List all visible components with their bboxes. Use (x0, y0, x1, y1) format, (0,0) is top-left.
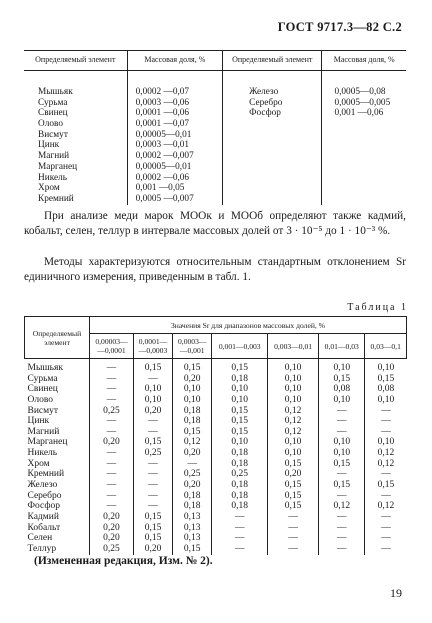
cell-value: Железо (249, 87, 279, 97)
cell-value: Цинк (27, 416, 50, 427)
cell-value: 0,15 (333, 458, 351, 469)
cell-value: 0,15 (377, 373, 395, 384)
cell-value: Никель (27, 448, 58, 459)
cell-value: — (288, 522, 298, 533)
range-header-1: 0,00003— —0,0001 (90, 334, 134, 359)
cell-value: Магний (27, 426, 60, 437)
cell-value: Хром (27, 458, 50, 469)
cell-value: — (106, 490, 117, 501)
cell-value: 0,0002 —0,007 (135, 151, 194, 162)
cell-value: 0,12 (377, 501, 395, 512)
cell-value: 0,20 (103, 437, 120, 448)
values-col-3 (173, 359, 212, 555)
cell-value: — (381, 533, 391, 544)
cell-value: 0,18 (183, 416, 201, 427)
cell-value: Кобальт (27, 522, 61, 533)
cell-value: 0,10 (284, 373, 302, 384)
cell-value: — (337, 469, 347, 480)
values-stack-6 (319, 363, 364, 555)
cell-value: — (337, 533, 347, 544)
range-header-5: 0,003—0,01 (268, 334, 319, 359)
cell-value: — (148, 426, 158, 437)
cell-value: — (148, 469, 158, 480)
col-header-element: Определяемый элемент (25, 317, 90, 359)
range-header-7: 0,03—0,1 (365, 334, 407, 359)
cell-value: Мышьяк (38, 87, 73, 97)
page-header: ГОСТ 9717.3—82 С.2 (277, 20, 402, 34)
values-col-6 (319, 359, 365, 555)
cell-value: 0,13 (183, 533, 201, 544)
cell-value: 0,20 (103, 511, 120, 522)
cell-value: — (381, 543, 391, 554)
values-col-4 (212, 359, 268, 555)
cell-value: 0,001 —0,05 (135, 183, 185, 194)
cell-value: — (381, 416, 391, 427)
values-stack-2 (134, 363, 172, 555)
cell-value: — (148, 416, 158, 427)
cell-value: 0,15 (284, 490, 302, 501)
values-stack-3 (173, 363, 211, 555)
cell-value: — (187, 458, 197, 469)
cell-value: 0,12 (333, 501, 351, 512)
cell-value: — (106, 426, 117, 437)
cell-value: — (337, 416, 347, 427)
cell-value: Сурьма (38, 97, 68, 108)
cell-value: — (106, 469, 117, 480)
cell-value: — (288, 511, 298, 522)
range-header-6: 0,01—0,03 (319, 334, 365, 359)
cell-value: 0,15 (284, 480, 302, 491)
cell-value: Мышьяк (27, 363, 63, 373)
cell-value: 0,25 (231, 469, 249, 480)
cell-value: 0,08 (377, 384, 395, 395)
cell-value: 0,15 (231, 416, 249, 427)
cell-value: 0,10 (284, 437, 302, 448)
cell-value: Свинец (27, 384, 58, 395)
cell-value: — (106, 458, 117, 469)
cell-value: — (106, 394, 117, 405)
cell-value: — (148, 501, 158, 512)
cell-value: — (381, 426, 391, 437)
cell-value: Магний (38, 151, 70, 162)
values-col-2 (133, 359, 172, 555)
cell-value: 0,20 (144, 543, 162, 554)
cell-value: 0,25 (144, 448, 162, 459)
cell-value: 0,0005 —0,007 (135, 193, 194, 204)
cell-value: — (106, 501, 117, 512)
cell-value: Железо (27, 480, 58, 491)
mass-fraction-table (24, 50, 406, 205)
cell-value: 0,0003 —0,06 (135, 97, 190, 108)
cell-value: 0,15 (333, 373, 351, 384)
col-header-element-right: Определяемый элемент (223, 51, 322, 71)
cell-value: Сурьма (27, 373, 58, 384)
cell-value: — (106, 448, 117, 459)
cell-value: Фосфор (249, 108, 281, 119)
cell-value: 0,18 (183, 501, 201, 512)
cell-value: — (148, 480, 158, 491)
cell-value: — (106, 373, 117, 384)
cell-value: 0,15 (144, 511, 162, 522)
cell-value: 0,15 (183, 426, 201, 437)
cell-value: Олово (38, 119, 63, 130)
cell-value: 0,10 (231, 394, 249, 405)
values-stack-7 (365, 363, 406, 555)
cell-value: 0,15 (144, 522, 162, 533)
cell-value: 0,18 (231, 458, 249, 469)
cell-value: 0,18 (231, 501, 249, 512)
cell-value: — (337, 511, 347, 522)
values-stack-5 (268, 363, 318, 555)
cell-value: — (148, 373, 158, 384)
cell-value: — (234, 511, 245, 522)
cell-value: Висмут (27, 405, 59, 416)
cell-value: 0,15 (183, 363, 201, 373)
cell-value: 0,18 (231, 373, 249, 384)
col-header-element-left: Определяемый элемент (24, 51, 127, 71)
cell-value: 0,12 (377, 458, 395, 469)
cell-value: 0,10 (144, 384, 162, 395)
cell-value: 0,10 (377, 437, 395, 448)
cell-value: 0,10 (284, 448, 302, 459)
cell-value: — (381, 490, 391, 501)
range-header-3: 0,0003— —0,001 (173, 334, 212, 359)
range-header-4: 0,001—0,003 (212, 334, 268, 359)
cell-value: 0,10 (284, 363, 302, 373)
cell-value: Висмут (38, 129, 68, 140)
cell-value: 0,00005—0,01 (135, 129, 192, 140)
cell-value: — (106, 363, 117, 373)
right-elements (249, 87, 321, 119)
paragraph-text: Методы характеризуются относительным стандартным отклонением Sr единичного измерения, приведенным в табл. 1. (24, 256, 406, 283)
table-body-row (25, 359, 407, 555)
cell-value: 0,15 (144, 533, 162, 544)
element-names (28, 363, 90, 555)
right-values-cell (322, 71, 406, 205)
cell-value: — (148, 458, 158, 469)
cell-value: 0,20 (144, 405, 162, 416)
cell-value: 0,0005—0,08 (334, 87, 386, 97)
cell-value: 0,08 (333, 384, 351, 395)
cell-value: 0,25 (103, 543, 120, 554)
cell-value: 0,15 (183, 543, 201, 554)
cell-value: 0,20 (284, 469, 302, 480)
cell-value: 0,0005—0,005 (334, 97, 391, 108)
cell-value: 0,18 (231, 448, 249, 459)
cell-value: 0,20 (183, 480, 201, 491)
cell-value: Теллур (27, 543, 57, 554)
paragraph-text: При анализе меди марок МООк и МОOб определяют также кадмий, кобальт, селен, теллур в интервале массовых долей от 3 · 10⁻⁵ до 1 · 10⁻³ %. (24, 210, 406, 237)
cell-value: — (337, 426, 347, 437)
cell-value: — (234, 522, 245, 533)
cell-value: 0,20 (183, 373, 201, 384)
cell-value: 0,18 (183, 405, 201, 416)
cell-value: 0,15 (377, 480, 395, 491)
cell-value: Селен (27, 533, 53, 544)
cell-value: 0,10 (377, 363, 395, 373)
left-elements (38, 87, 127, 205)
cell-value: 0,10 (144, 394, 162, 405)
cell-value: 0,0002 —0,06 (135, 172, 190, 183)
range-header-2: 0,0001— —0,0003 (133, 334, 172, 359)
cell-value: Никель (38, 172, 67, 183)
cell-value: Свинец (38, 108, 68, 119)
cell-value: 0,15 (284, 501, 302, 512)
cell-value: — (381, 522, 391, 533)
cell-value: 0,10 (231, 437, 249, 448)
cell-value: — (106, 480, 117, 491)
cell-value: Олово (27, 394, 54, 405)
cell-value: — (234, 533, 245, 544)
cell-value: 0,0001 —0,07 (135, 119, 190, 130)
col-header-sr-group: Значения Sr для диапазонов массовых долей, % (90, 317, 407, 334)
cell-value: 0,12 (284, 405, 302, 416)
cell-value: — (381, 469, 391, 480)
cell-value: — (106, 384, 117, 395)
cell-value: Кремний (27, 469, 65, 480)
cell-value: 0,20 (183, 448, 201, 459)
cell-value: — (381, 511, 391, 522)
cell-value: Кремний (38, 193, 74, 204)
cell-value: — (337, 405, 347, 416)
cell-value: 0,15 (284, 458, 302, 469)
cell-value: Фосфор (27, 501, 60, 512)
cell-value: — (106, 416, 117, 427)
right-elements-cell (223, 71, 322, 205)
cell-value: Серебро (249, 97, 283, 108)
cell-value: 0,18 (231, 480, 249, 491)
cell-value: 0,10 (333, 437, 351, 448)
cell-value: — (288, 543, 298, 554)
table-caption: Таблица 1 (347, 302, 408, 313)
cell-value: 0,12 (284, 416, 302, 427)
cell-value: Хром (38, 183, 60, 194)
cell-value: 0,0001 —0,06 (135, 108, 190, 119)
cell-value: 0,0002 —0,07 (135, 87, 190, 97)
cell-value: Марганец (27, 437, 68, 448)
cell-value: — (288, 533, 298, 544)
cell-value: — (234, 543, 245, 554)
cell-value: 0,10 (333, 394, 351, 405)
sr-values-table (24, 316, 407, 555)
cell-value: 0,10 (333, 448, 351, 459)
values-col-1 (90, 359, 134, 555)
cell-value: 0,15 (231, 363, 249, 373)
cell-value: 0,15 (144, 437, 162, 448)
cell-value: 0,20 (103, 533, 120, 544)
cell-value: 0,001 —0,06 (334, 108, 384, 119)
values-stack-1 (90, 363, 133, 555)
element-names-cell (25, 359, 90, 555)
paragraph-methods (24, 255, 406, 285)
cell-value: 0,0003 —0,01 (135, 140, 190, 151)
left-elements-cell (24, 71, 127, 205)
cell-value: 0,13 (183, 522, 201, 533)
values-col-7 (365, 359, 407, 555)
cell-value: 0,15 (231, 426, 249, 437)
cell-value: 0,25 (183, 469, 201, 480)
cell-value: 0,10 (183, 394, 201, 405)
cell-value: Марганец (38, 161, 78, 172)
cell-value: 0,15 (144, 363, 162, 373)
cell-value: 0,10 (231, 384, 249, 395)
cell-value: — (381, 405, 391, 416)
cell-value: 0,18 (231, 490, 249, 501)
cell-value: 0,12 (183, 437, 201, 448)
left-values-cell (127, 71, 223, 205)
left-values (136, 87, 223, 205)
cell-value: — (148, 490, 158, 501)
cell-value: 0,10 (284, 394, 302, 405)
cell-value: — (337, 522, 347, 533)
cell-value: — (337, 543, 347, 554)
right-values (334, 87, 406, 119)
cell-value: Цинк (38, 140, 60, 151)
cell-value: Серебро (27, 490, 62, 501)
cell-value: 0,10 (284, 384, 302, 395)
paragraph-additional-elements (24, 209, 406, 239)
cell-value: 0,10 (333, 363, 351, 373)
values-col-5 (268, 359, 319, 555)
cell-value: 0,12 (377, 448, 395, 459)
cell-value: 0,12 (284, 426, 302, 437)
cell-value: — (337, 490, 347, 501)
col-header-fraction-right: Массовая доля, % (322, 51, 406, 71)
cell-value: 0,10 (183, 384, 201, 395)
cell-value: 0,13 (183, 511, 201, 522)
cell-value: Кадмий (27, 511, 59, 522)
cell-value: 0,25 (103, 405, 120, 416)
amendment-note: (Измененная редакция, Изм. № 2). (34, 555, 213, 567)
cell-value: 0,20 (103, 522, 120, 533)
cell-value: 0,18 (183, 490, 201, 501)
cell-value: 0,00005—0,01 (135, 161, 192, 172)
col-header-fraction-left: Массовая доля, % (127, 51, 223, 71)
values-stack-4 (212, 363, 267, 555)
page-number: 19 (390, 586, 402, 600)
cell-value: 0,15 (333, 480, 351, 491)
cell-value: 0,15 (231, 405, 249, 416)
cell-value: 0,10 (377, 394, 395, 405)
